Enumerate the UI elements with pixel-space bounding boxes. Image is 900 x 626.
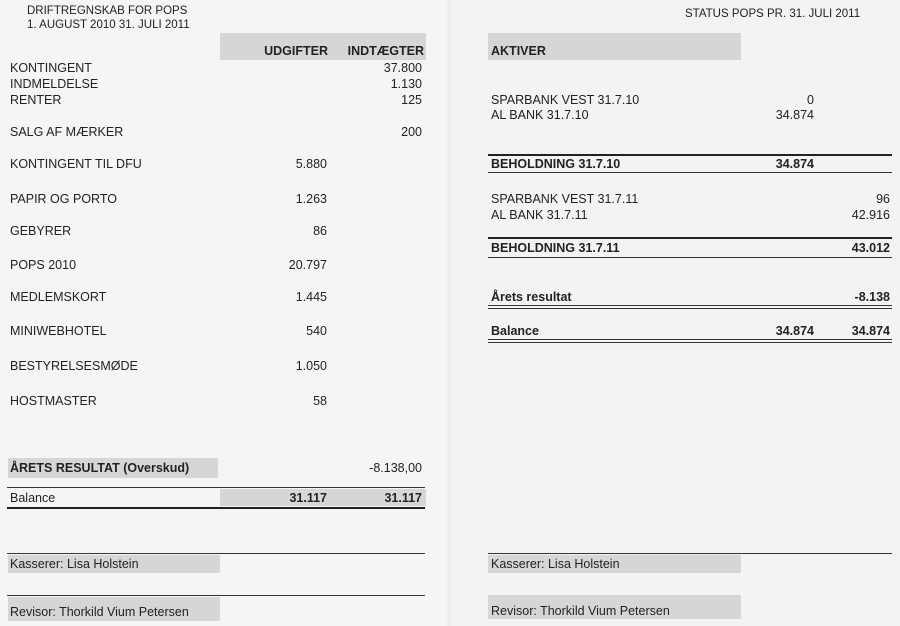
asset-label: SPARBANK VEST 31.7.11 xyxy=(491,192,639,206)
balance-left-value: 34.874 xyxy=(775,324,814,338)
row-label: HOSTMASTER xyxy=(10,394,97,408)
holding-2011-label: BEHOLDNING 31.7.11 xyxy=(491,241,620,255)
row-expense: 20.797 xyxy=(288,258,327,272)
balance-expense: 31.117 xyxy=(289,491,327,505)
result-value: -8.138 xyxy=(854,290,890,304)
row-income: 125 xyxy=(401,93,422,107)
cashier-rule xyxy=(7,553,425,554)
row-income: 1.130 xyxy=(390,77,422,91)
row-expense: 1.445 xyxy=(295,290,327,304)
balance-rule-2 xyxy=(488,342,892,343)
row-label: PAPIR OG PORTO xyxy=(10,192,117,206)
row-label: SALG AF MÆRKER xyxy=(10,125,124,139)
asset-value: 96 xyxy=(876,192,890,206)
row-expense: 1.050 xyxy=(295,359,327,373)
balance-rule-1 xyxy=(488,339,892,340)
holding-2011-value: 43.012 xyxy=(851,241,890,255)
holding-2011-under-rule xyxy=(488,257,892,258)
cashier-label: Kasserer: Lisa Holstein xyxy=(491,557,620,571)
row-income: 200 xyxy=(401,125,422,139)
balance-top-rule xyxy=(7,487,425,488)
holding-2010-value: 34.874 xyxy=(775,157,814,171)
row-label: MINIWEBHOTEL xyxy=(10,324,107,338)
row-label: KONTINGENT TIL DFU xyxy=(10,157,142,171)
result-rule-2 xyxy=(488,308,892,309)
holding-2010-under-rule xyxy=(488,172,892,173)
balance-label: Balance xyxy=(491,324,539,338)
row-label: BESTYRELSESMØDE xyxy=(10,359,138,373)
result-rule-1 xyxy=(488,305,892,306)
statement-period: 1. AUGUST 2010 31. JULI 2011 xyxy=(27,19,190,31)
auditor-rule xyxy=(7,595,425,596)
balance-right-value: 34.874 xyxy=(851,324,890,338)
row-expense: 58 xyxy=(313,394,327,408)
status-title: STATUS POPS PR. 31. JULI 2011 xyxy=(685,8,861,20)
assets-header: AKTIVER xyxy=(491,44,546,58)
result-value: -8.138,00 xyxy=(369,461,422,475)
balance-label: Balance xyxy=(10,491,56,505)
row-label: RENTER xyxy=(10,93,62,107)
asset-label: AL BANK 31.7.11 xyxy=(491,208,588,222)
holding-2011-rule xyxy=(488,237,892,239)
row-expense: 540 xyxy=(306,324,327,338)
balance-bottom-rule xyxy=(7,507,425,509)
row-label: MEDLEMSKORT xyxy=(10,290,107,304)
statement-title: DRIFTREGNSKAB FOR POPS xyxy=(27,5,188,17)
row-expense: 5.880 xyxy=(295,157,327,171)
cashier-label: Kasserer: Lisa Holstein xyxy=(10,557,139,571)
row-expense: 86 xyxy=(313,224,327,238)
asset-value: 34.874 xyxy=(775,108,814,122)
row-label: KONTINGENT xyxy=(10,61,92,75)
asset-label: AL BANK 31.7.10 xyxy=(491,108,589,122)
row-expense: 1.263 xyxy=(295,192,327,206)
row-label: GEBYRER xyxy=(10,224,72,238)
row-income: 37.800 xyxy=(383,61,422,75)
row-label: INDMELDELSE xyxy=(10,77,99,91)
asset-value: 0 xyxy=(807,93,814,107)
col-expenses-header: UDGIFTER xyxy=(264,44,328,58)
balance-sheet xyxy=(450,0,900,626)
result-label: ÅRETS RESULTAT (Overskud) xyxy=(10,461,190,475)
auditor-label: Revisor: Thorkild Vium Petersen xyxy=(491,604,670,618)
col-income-header: INDTÆGTER xyxy=(347,44,424,58)
balance-income: 31.117 xyxy=(384,491,422,505)
cashier-rule xyxy=(488,553,892,554)
result-label: Årets resultat xyxy=(491,290,572,304)
asset-value: 42.916 xyxy=(851,208,890,222)
row-label: POPS 2010 xyxy=(10,258,77,272)
holding-2010-rule xyxy=(488,154,892,156)
auditor-label: Revisor: Thorkild Vium Petersen xyxy=(10,605,189,619)
asset-label: SPARBANK VEST 31.7.10 xyxy=(491,93,640,107)
holding-2010-label: BEHOLDNING 31.7.10 xyxy=(491,157,621,171)
